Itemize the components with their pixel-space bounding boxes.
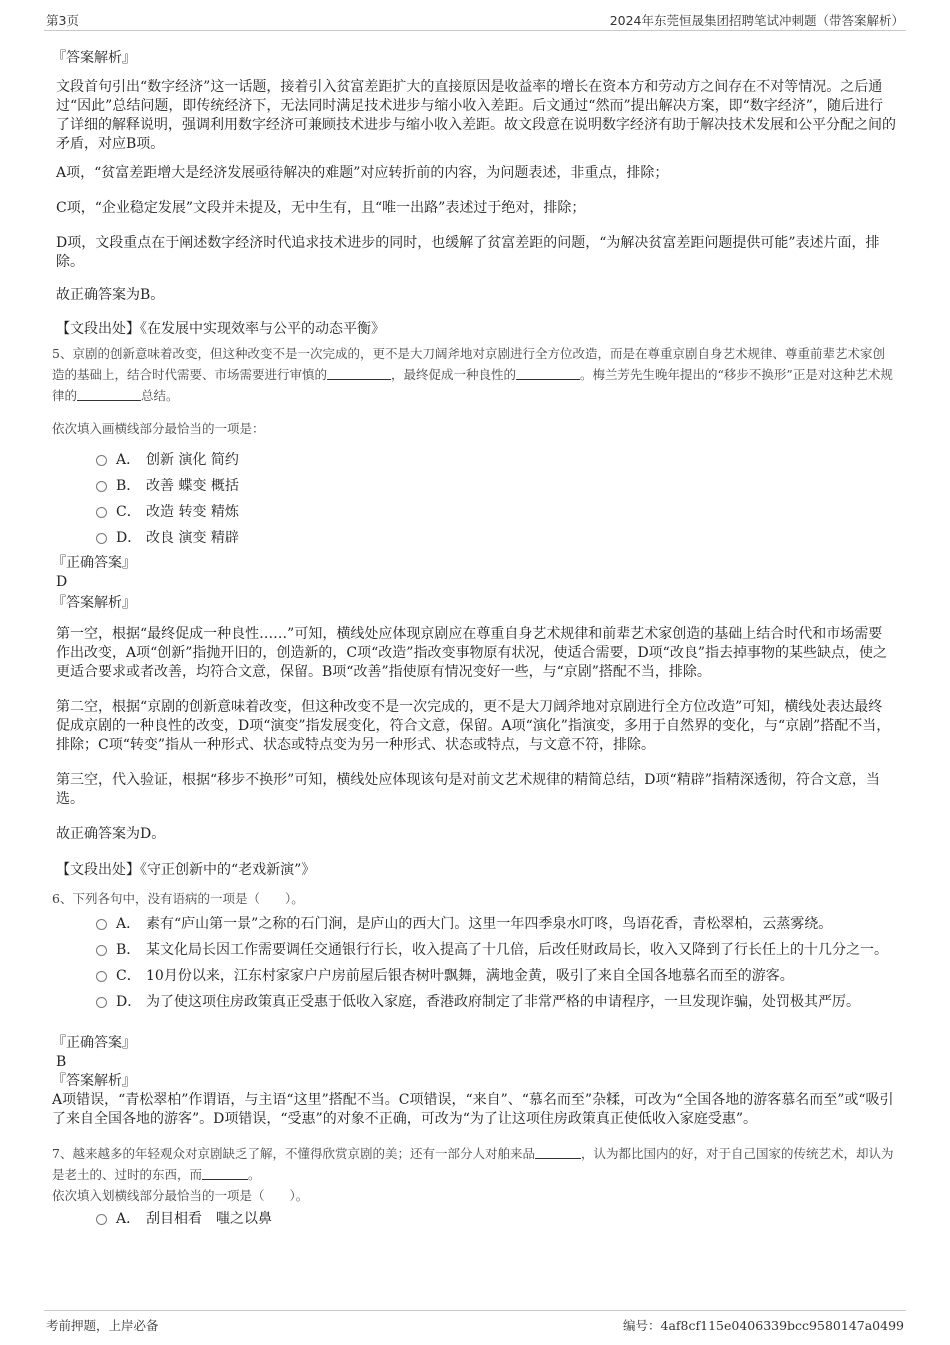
option-a[interactable] xyxy=(56,449,896,475)
option-text: 改善 蝶变 概括 xyxy=(146,478,239,494)
q5-conclusion: 故正确答案为D。 xyxy=(56,826,166,842)
option-d[interactable] xyxy=(56,527,896,553)
fill-blank xyxy=(535,1146,581,1159)
option-text: 某文化局长因工作需要调任交通银行行长，收入提高了十几倍，后改任财政局长，收入又降到了行长任上的十几分之一。 xyxy=(146,942,888,958)
fill-blank xyxy=(327,367,391,380)
option-text: 改造 转变 精炼 xyxy=(146,504,239,520)
q5-analysis-paragraph: 第一空，根据“最终促成一种良性……”可知，横线处应体现京剧应在尊重自身艺术规律和前辈艺术家创造的基础上结合时代和市场需要作出改变，A项“创新”指抛开旧的，创造新的，C项“改造”指改变事物原有状况，使适合需要，D项“改良”指去掉事物的某些缺点，使之更适合要求或者改善，均符合文意，保留。B项“改善”指使原有情况变好一些，与“京剧”搭配不当，排除。 xyxy=(56,626,887,680)
fill-blank xyxy=(516,367,580,380)
footer-slogan: 考前押题，上岸必备 xyxy=(46,1318,159,1333)
q7-stem xyxy=(52,1143,896,1185)
q5-correct-label: 『正确答案』 xyxy=(52,555,136,571)
option-text: 素有“庐山第一景”之称的石门涧，是庐山的西大门。这里一年四季泉水叮咚，鸟语花香，青松翠柏，云蒸雾绕。 xyxy=(146,916,833,932)
q6-analysis: A项错误，“青松翠柏”作谓语，与主语“这里”搭配不当。C项错误，“来自”、“慕名而至”杂糅，可改为“全国各地的游客慕名而至”或“吸引了来自全国各地的游客”。D项错误，“受惠”的对象不正确，可改为“为了让这项住房政策真正使低收入家庭受惠”。 xyxy=(52,1092,894,1127)
radio-button[interactable] xyxy=(96,455,107,466)
page-number: 第3页 xyxy=(46,13,79,28)
q4-analysis-paragraph: A项，“贫富差距增大是经济发展亟待解决的难题”对应转折前的内容，为问题表述，非重点，排除； xyxy=(56,165,669,181)
option-letter: A． xyxy=(116,452,141,468)
option-letter: B． xyxy=(116,478,141,494)
option-text: 10月份以来，江东村家家户户房前屋后银杏树叶飘舞，满地金黄，吸引了来自全国各地慕名而至的游客。 xyxy=(146,968,794,984)
radio-button[interactable] xyxy=(96,971,107,982)
radio-button[interactable] xyxy=(96,997,107,1008)
q6-options xyxy=(56,913,896,1017)
option-letter: D． xyxy=(116,530,142,546)
page-footer xyxy=(44,1310,906,1337)
q5-analysis-label: 『答案解析』 xyxy=(52,595,136,611)
q5-stem-text: 总结。 xyxy=(141,388,179,403)
q5-options xyxy=(56,449,896,553)
option-letter: C． xyxy=(116,968,141,984)
option-letter: A． xyxy=(116,916,141,932)
q5-correct-answer: D xyxy=(56,574,68,590)
q6-correct-label: 『正确答案』 xyxy=(52,1035,136,1051)
radio-button[interactable] xyxy=(96,919,107,930)
q7-stem-text: 7、越来越多的年轻观众对京剧缺乏了解，不懂得欣赏京剧的美；还有一部分人对舶来品 xyxy=(52,1146,535,1161)
option-text: 刮目相看 嗤之以鼻 xyxy=(146,1211,272,1227)
option-b[interactable] xyxy=(56,939,896,965)
page-header xyxy=(44,8,906,31)
document-code: 编号：4af8cf115e0406339bcc9580147a0499 xyxy=(623,1318,904,1333)
q6-correct-answer: B xyxy=(56,1054,67,1070)
radio-button[interactable] xyxy=(96,945,107,956)
q4-conclusion: 故正确答案为B。 xyxy=(56,287,165,303)
option-letter: D． xyxy=(116,994,142,1010)
q5-stem-text: 5、京剧的创新意味着改变，但这种改变不是一次完成的，更不是大刀阔斧地对京剧进行全方位改造，而是在尊重京剧自身艺术规律、尊重前辈艺术家创造的基础上，结合时代需要、市场需要进行审慎的 xyxy=(52,346,885,382)
option-letter: B． xyxy=(116,942,141,958)
page-content xyxy=(52,48,896,1230)
q7-stem-text: 。 xyxy=(248,1167,261,1182)
option-text: 为了使这项住房政策真正受惠于低收入家庭，香港政府制定了非常严格的申请程序，一旦发现诈骗，处罚极其严厉。 xyxy=(146,994,860,1010)
radio-button[interactable] xyxy=(96,481,107,492)
q5-stem-text: 。梅兰芳先生晚年提出的“移步不换形”正是对这种艺术规律的 xyxy=(52,367,893,403)
q5-instruction: 依次填入画横线部分最恰当的一项是： xyxy=(52,421,265,436)
q5-analysis-paragraph: 第二空，根据“京剧的创新意味着改变，但这种改变不是一次完成的，更不是大刀阔斧地对京剧进行全方位改造”可知，横线处表达最终促成京剧的一种良性的改变，D项“演变”指发展变化，符合文意，保留。A项“演化”指演变，多用于自然界的变化，与“京剧”搭配不当，排除；C项“转变”指从一种形式、状态或特点变为另一种形式、状态或特点，与文意不符，排除。 xyxy=(56,699,891,753)
q7-instruction: 依次填入划横线部分最恰当的一项是（ ）。 xyxy=(52,1188,309,1203)
q4-analysis-paragraph: C项，“企业稳定发展”文段并未提及，无中生有，且“唯一出路”表述过于绝对，排除； xyxy=(56,200,586,216)
option-c[interactable] xyxy=(56,965,896,991)
radio-button[interactable] xyxy=(96,533,107,544)
option-text: 创新 演化 简约 xyxy=(146,452,239,468)
option-a[interactable] xyxy=(56,1208,896,1230)
q4-analysis-label: 『答案解析』 xyxy=(52,50,136,66)
q5-source: 【文段出处】《守正创新中的“老戏新演”》 xyxy=(56,862,316,878)
option-c[interactable] xyxy=(56,501,896,527)
q4-analysis-paragraph: 文段首句引出“数字经济”这一话题，接着引入贫富差距扩大的直接原因是收益率的增长在资本方和劳动方之间存在不对等情况。之后通过“因此”总结问题，即传统经济下，无法同时满足技术进步与缩小收入差距。后文通过“然而”提出解决方案，即“数字经济”，随后进行了详细的解释说明，强调利用数字经济可兼顾技术进步与缩小收入差距。故文段意在说明数字经济有助于解决技术发展和公平分配之间的矛盾，对应B项。 xyxy=(56,79,896,152)
q4-analysis-paragraph: D项，文段重点在于阐述数字经济时代追求技术进步的同时，也缓解了贫富差距的问题，“为解决贫富差距问题提供可能”表述片面，排除。 xyxy=(56,235,880,270)
q5-stem xyxy=(52,343,896,406)
q5-analysis-paragraph: 第三空，代入验证，根据“移步不换形”可知，横线处应体现该句是对前文艺术规律的精简总结，D项“精辟”指精深透彻，符合文意，当选。 xyxy=(56,772,880,807)
fill-blank xyxy=(77,388,141,401)
q6-stem: 6、下列各句中，没有语病的一项是（ ）。 xyxy=(52,891,304,906)
option-d[interactable] xyxy=(56,991,896,1017)
q6-analysis-label: 『答案解析』 xyxy=(52,1073,136,1089)
option-letter: C． xyxy=(116,504,141,520)
radio-button[interactable] xyxy=(96,507,107,518)
document-title: 2024年东莞恒晟集团招聘笔试冲刺题（带答案解析） xyxy=(609,13,904,28)
radio-button[interactable] xyxy=(96,1214,107,1225)
option-a[interactable] xyxy=(56,913,896,939)
fill-blank xyxy=(202,1167,248,1180)
q4-source: 【文段出处】《在发展中实现效率与公平的动态平衡》 xyxy=(56,321,385,337)
option-text: 改良 演变 精辟 xyxy=(146,530,239,546)
option-b[interactable] xyxy=(56,475,896,501)
q7-stem-text: ，认为都比国内的好，对于自己国家的传统艺术，却认为是老土的、过时的东西，而 xyxy=(52,1146,894,1182)
option-letter: A． xyxy=(116,1211,141,1227)
q5-stem-text: ，最终促成一种良性的 xyxy=(391,367,517,382)
